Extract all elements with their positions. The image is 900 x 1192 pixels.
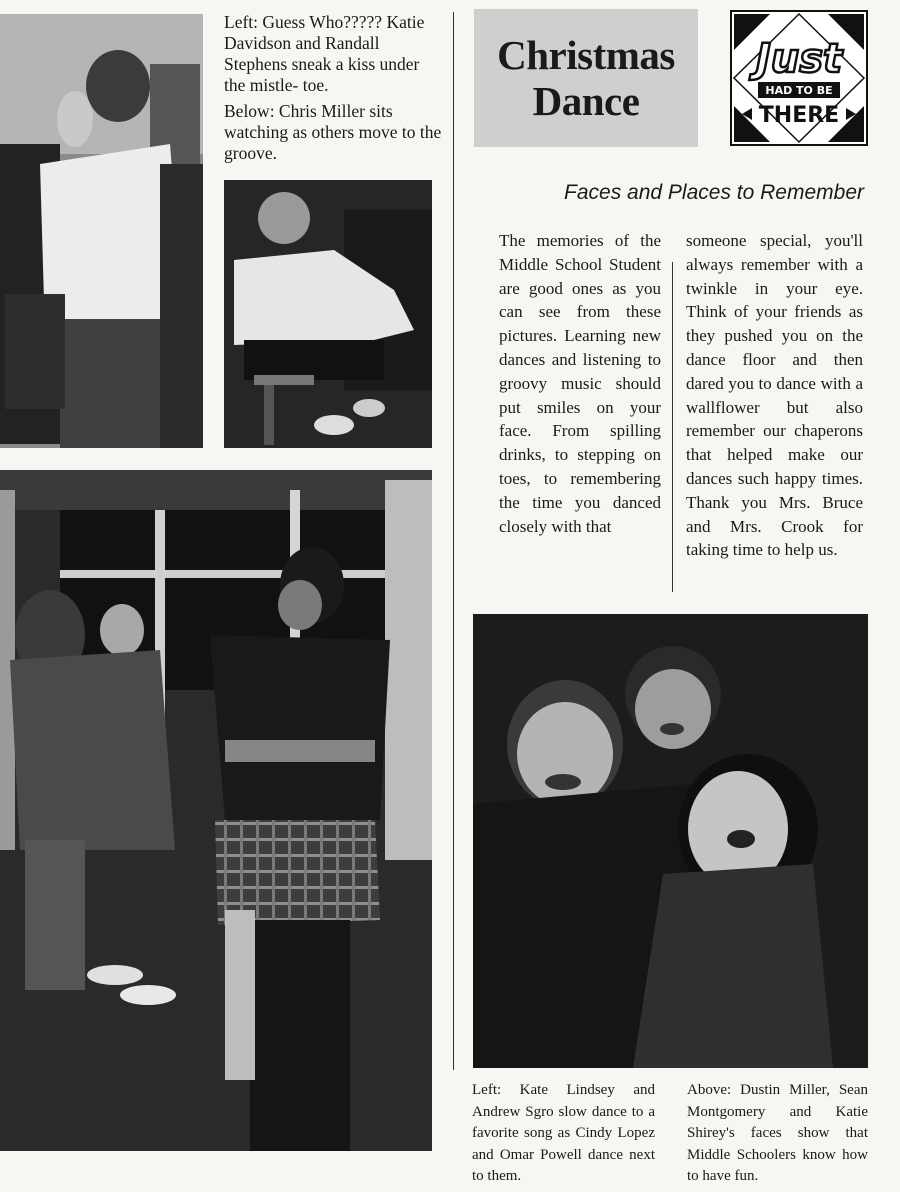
- photo-mistletoe-kiss: [0, 14, 203, 448]
- article-column-divider: [672, 262, 673, 592]
- caption-laughing-faces: Above: Dustin Miller, Sean Montgomery and Katie Shirey's faces show that Middle Schoolers know how to have fun.: [687, 1082, 868, 1184]
- article-column-1: The memories of the Middle School Student are good ones as you can see from these pictures. Learning new dances and listening to groovy music should put smiles on your face. From spilling drinks, to stepping on toes, to remembering the time you danced closely with that: [499, 231, 661, 536]
- title-box: [474, 9, 698, 147]
- title-line-2: Dance: [532, 78, 640, 124]
- column-divider: [453, 12, 454, 1070]
- article-subtitle: Faces and Places to Remember: [564, 181, 864, 204]
- logo-word: Just: [755, 36, 843, 82]
- photo-laughing-faces: [473, 614, 868, 1068]
- caption-mistletoe: Left: Guess Who????? Katie Davidson and Randall Stephens sneak a kiss under the mistle- toe.: [224, 12, 425, 95]
- article-column-2: someone special, you'll always remember with a twinkle in your eye. Think of your friends as they pushed you on the dance floor and then dared you to dance with a wallflower but also remember our chaperons that helped make our dances such happy times. Thank you Mrs. Bruce and Mrs. Crook for taking time to help us.: [686, 231, 863, 560]
- photo-chris-miller-sitting: [224, 180, 432, 448]
- title-line-1: Christmas: [497, 32, 675, 78]
- logo-line-3: THERE: [758, 103, 840, 128]
- top-caption: [224, 12, 444, 169]
- logo-line-2: HAD TO BE: [765, 84, 833, 97]
- photo-slow-dance: [0, 470, 432, 1151]
- caption-chris-miller: Below: Chris Miller sits watching as others move to the groove.: [224, 101, 442, 163]
- just-had-to-be-there-logo: [730, 10, 868, 146]
- caption-slow-dance: Left: Kate Lindsey and Andrew Sgro slow dance to a favorite song as Cindy Lopez and Omar Powell dance next to them.: [472, 1082, 655, 1184]
